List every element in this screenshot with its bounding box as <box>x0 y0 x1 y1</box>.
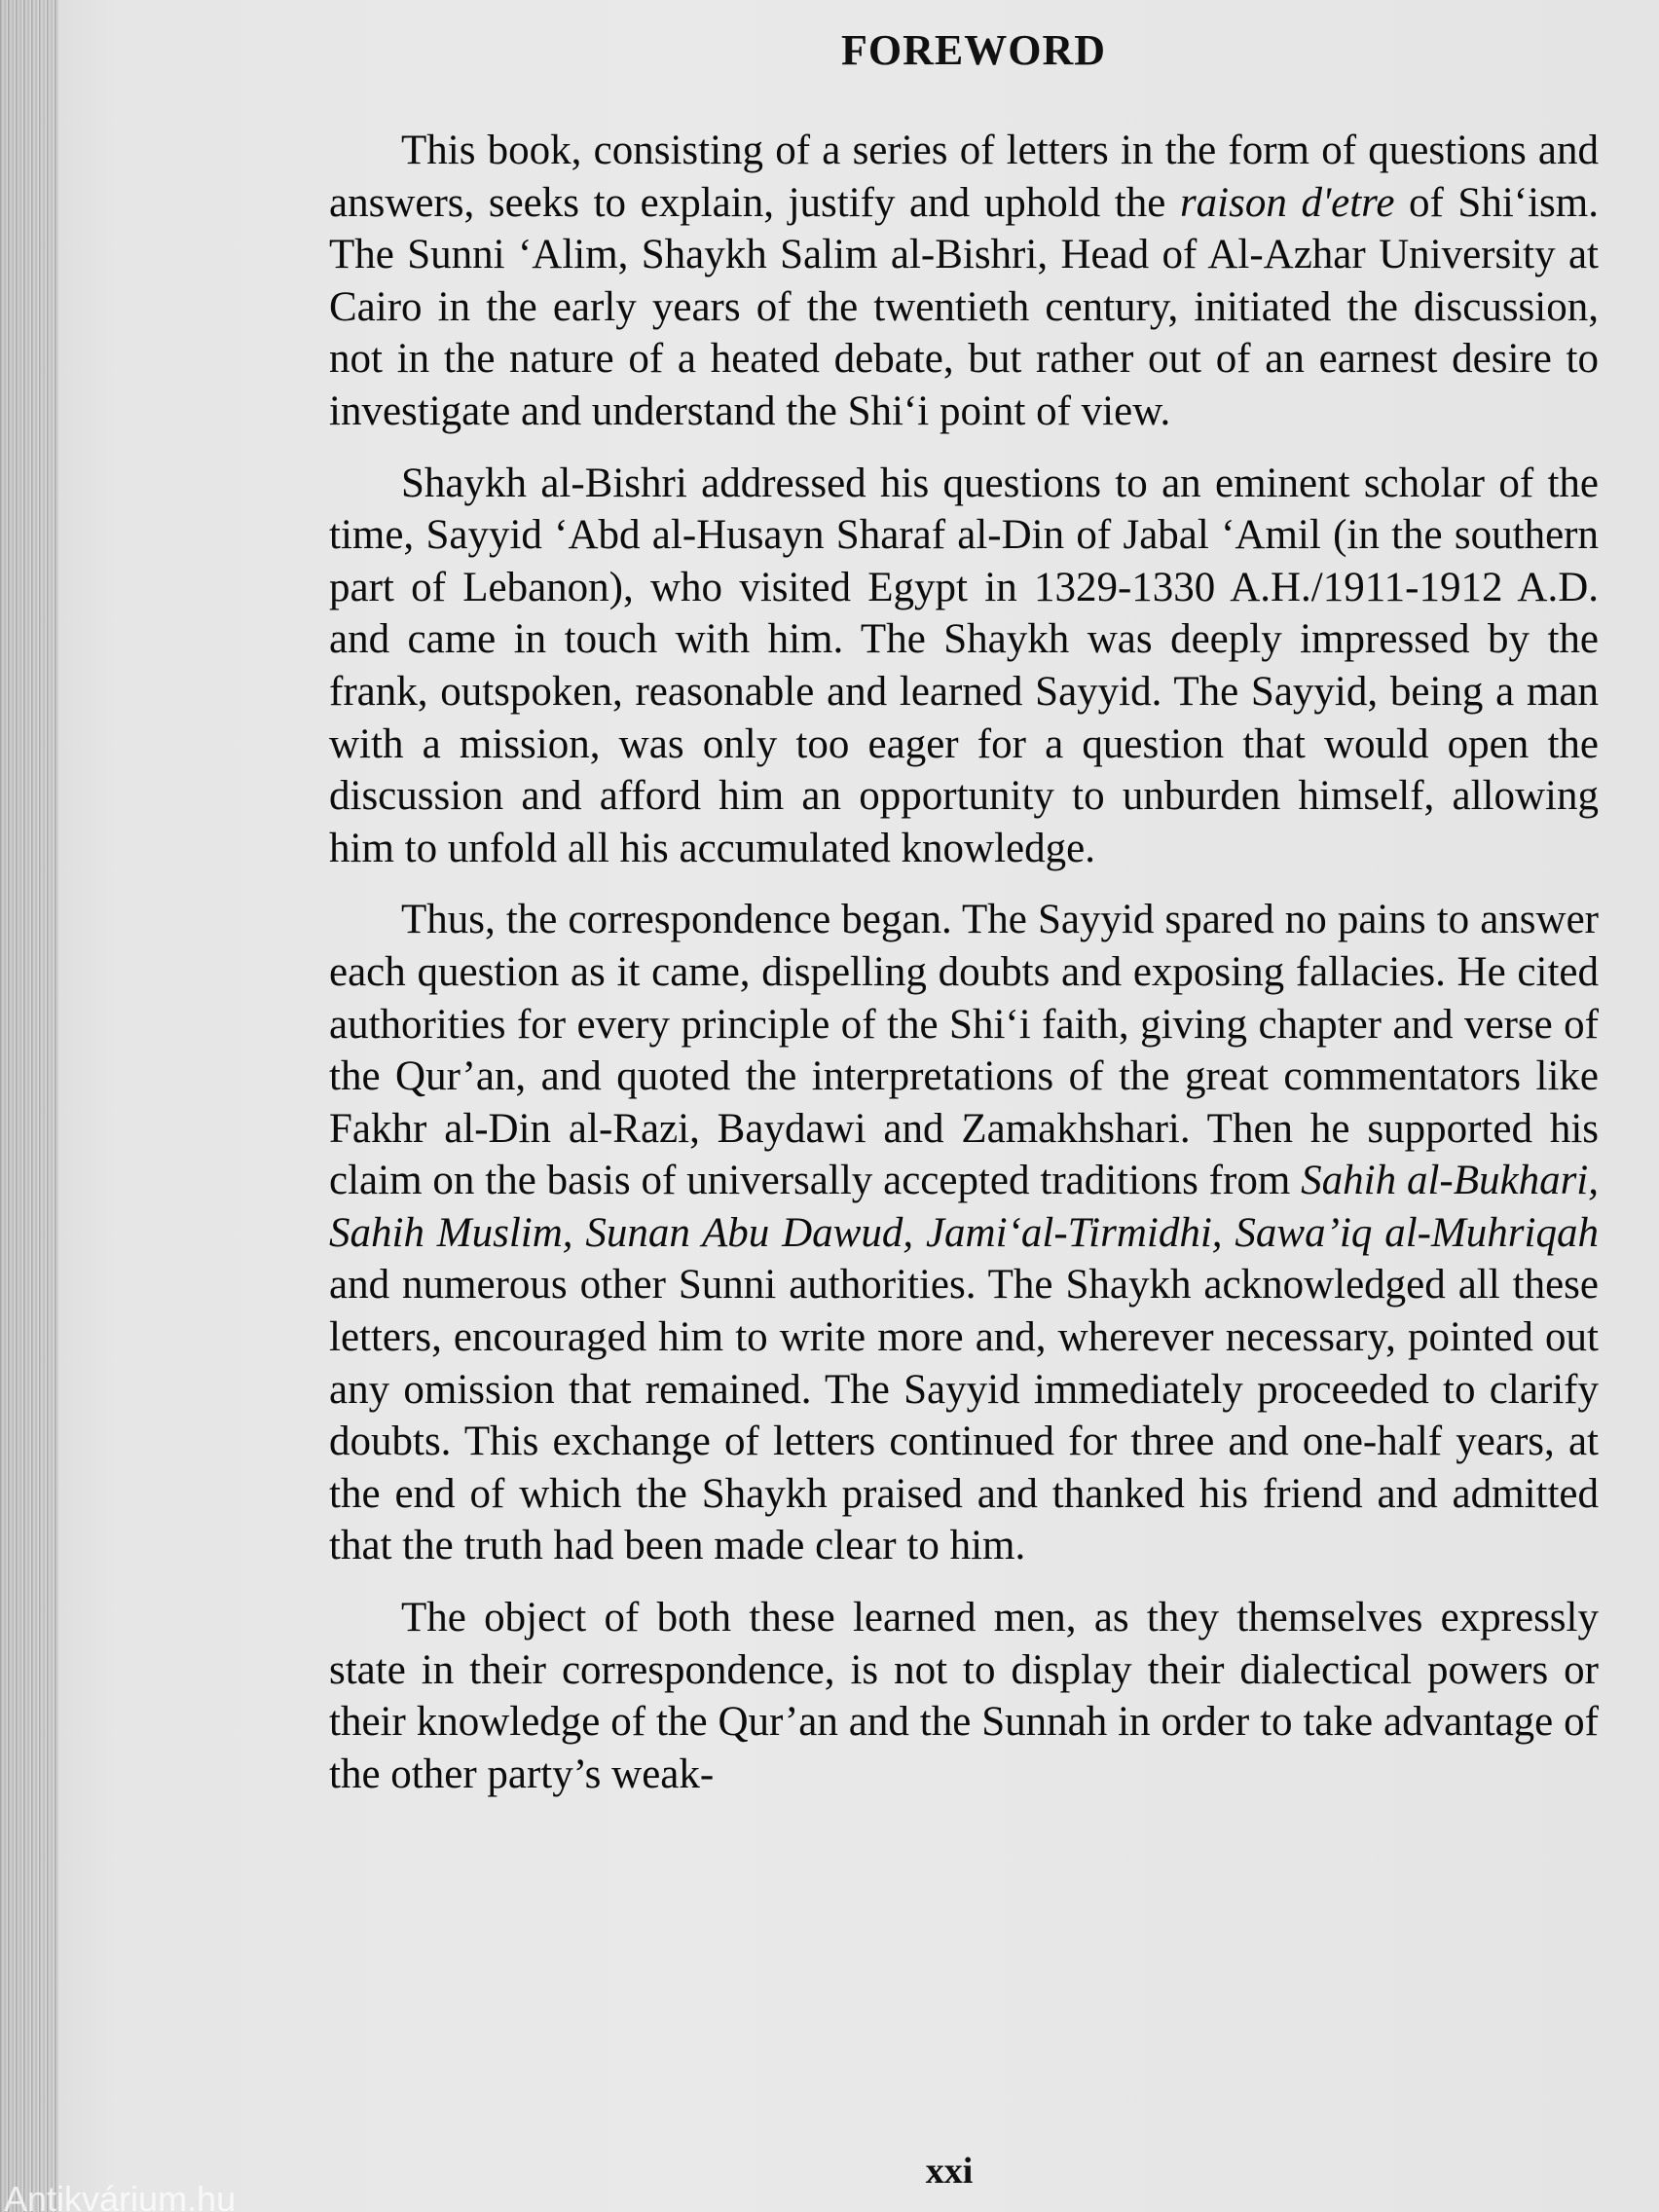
paragraph-4-segment: The object of both these learned men, as they themselves expressly state in their correspondence, is not to display their dialectical powers or their knowledge of the Qur’an and the Sunnah in order to take advantage of the other party’s weak- <box>329 1595 1599 1797</box>
paragraph-3 <box>329 894 1599 1572</box>
watermark-text: Antikvárium.hu <box>4 2179 237 2212</box>
page-number: xxi <box>925 2151 974 2192</box>
paragraph-4 <box>329 1592 1599 1800</box>
body-text <box>329 125 1599 1820</box>
page-title: FOREWORD <box>841 26 1106 74</box>
paragraph-1-segment: This book, consisting of a series of letters in the form of questions and answers, seeks to explain, justify and uphold the <box>329 128 1599 226</box>
paragraph-1-segment: of Shi‘ism. The Sunni ‘Alim, Shaykh Salim al-Bishri, Head of Al-Azhar University at Cairo in the early years of the twentieth century, initiated the discussion, not in the nature of a heated debate, but rather out of an earnest desire to investigate and understand the Shi‘i point of view. <box>329 179 1599 434</box>
paragraph-3-italic-titles: Sahih al-Bukhari, Sahih Muslim, Sunan Abu Dawud, Jami‘al-Tirmidhi, Sawa’iq al-Muhriqah <box>329 1158 1600 1256</box>
paragraph-1 <box>329 125 1599 438</box>
paragraph-3-segment: Thus, the correspondence began. The Sayyid spared no pains to answer each question as it came, dispelling doubts and exposing fallacies. He cited authorities for every principle of the Shi‘i faith, giving chapter and verse of the Qur’an, and quoted the interpretations of the great commentators like Fakhr al-Din al-Razi, Baydawi and Zamakhshari. Then he supported his claim on the basis of universally accepted traditions from <box>329 897 1599 1204</box>
paragraph-1-italic-phrase: raison d'etre <box>1179 179 1395 226</box>
paragraph-2-segment: Shaykh al-Bishri addressed his questions to an eminent scholar of the time, Sayyid ‘Abd al-Husayn Sharaf al-Din of Jabal ‘Amil (in the southern part of Lebanon), who visited Egypt in 1329-1330 A.H./1911-1912 A.D. and came in touch with him. The Shaykh was deeply impressed by the frank, outspoken, reasonable and learned Sayyid. The Sayyid, being a man with a mission, was only too eager for a question that would open the discussion and afford him an opportunity to unburden himself, allowing him to unfold all his accumulated knowledge. <box>329 460 1599 871</box>
page-stack-edges <box>0 0 58 2212</box>
paragraph-2 <box>329 458 1599 875</box>
paragraph-3-segment: and numerous other Sunni authorities. The Shaykh acknowledged all these letters, encouraged him to write more and, wherever necessary, pointed out any omission that remained. The Sayyid immediately proceeded to clarify doubts. This exchange of letters continued for three and one-half years, at the end of which the Shaykh praised and thanked his friend and admitted that the truth had been made clear to him. <box>329 1262 1599 1569</box>
